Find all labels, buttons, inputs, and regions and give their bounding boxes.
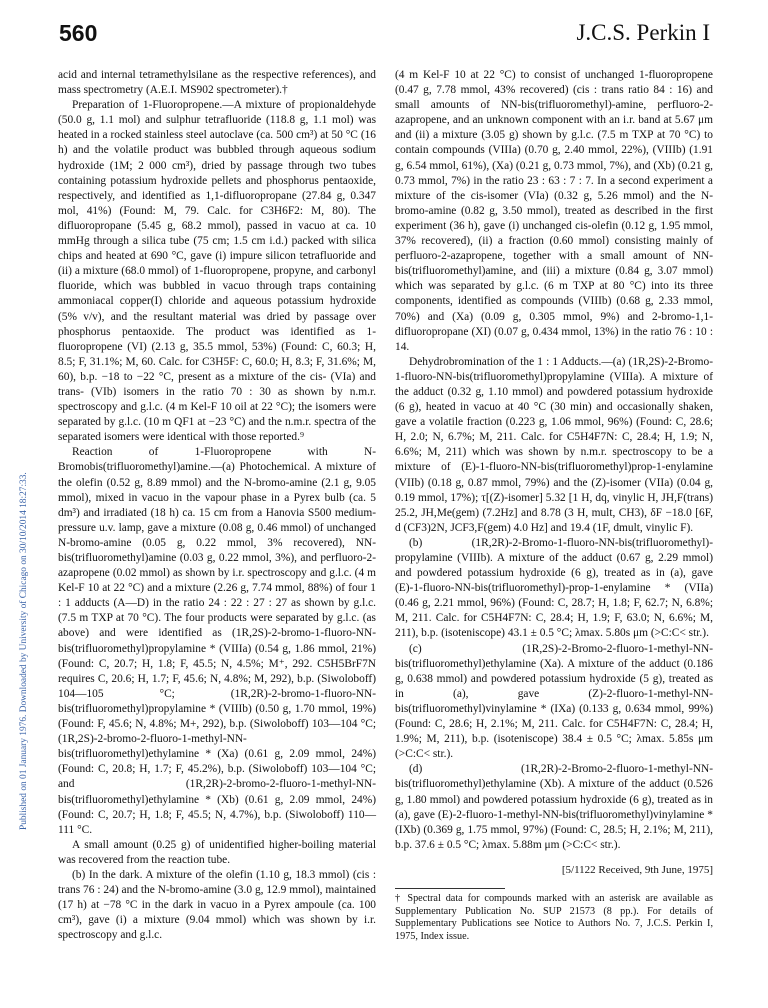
paragraph: (b) In the dark. A mixture of the olefin (1.10 g, 18.3 mmol) (cis : trans 76 : 24) and the N-bromo-amine (3.0 g, 12.9 mmol), maintained (17 h) at −78 °C in the dark in vacuo in a Pyrex ampoule (ca. 100 cm³), gave (i) a mixture (9.04 mmol) which was shown by i.r. spectroscopy and g.l.c.	[58, 868, 376, 942]
paragraph: (4 m Kel-F 10 at 22 °C) to consist of unchanged 1-fluoropropene (0.47 g, 7.78 mmol, 43% recovered) (cis : trans ratio 84 : 16) and small amounts of NN-bis(trifluoromethyl)-amine, perfluoro-2-azapropene, and an unknown component with an i.r. band at 5.67 μm and (ii) a mixture (3.05 g) shown by g.l.c. (7.5 m TXP at 70 °C) to contain compounds (VIIIa) (0.70 g, 2.40 mmol, 22%), (VIIIb) (1.91 g, 6.54 mmol, 61%), (Xa) (0.21 g, 0.73 mmol, 7%), and (Xb) (0.21 g, 0.73 mmol, 7%) in the ratio 23 : 63 : 7 : 7. In a second experiment a mixture of the cis-isomer (VIa) (0.32 g, 5.26 mmol) and the N-bromo-amine (0.82 g, 3.50 mmol), treated as described in the first experiment (36 h), gave (i) unchanged cis-olefin (0.12 g, 1.95 mmol, 37% recovered), (ii) a fraction (0.60 mmol) consisting mainly of perfluoro-2-azapropene, together with a small amount of NN-bis(trifluoromethyl)amine, and (iii) a mixture (0.84 g, 3.07 mmol) which was separated by g.l.c. (6 m TXP at 80 °C) into its three components, identified as compounds (VIIIb) (0.68 g, 2.33 mmol, 70%) and (Xa) (0.09 g, 0.305 mmol, 9%) and 2-bromo-1,1-difluoropropane (XI) (0.07 g, 0.434 mmol, 13%) in the ratio 76 : 10 : 14.	[395, 69, 713, 353]
left-column	[58, 68, 376, 943]
paragraph: (c) (1R,2S)-2-Bromo-2-fluoro-1-methyl-NN-bis(trifluoromethyl)ethylamine (Xa). A mixture of the adduct (0.186 g, 0.638 mmol) and powdered potassium hydroxide (5 g), treated as in (a), gave (Z)-2-fluoro-1-methyl-NN-bis(trifluoromethyl)vinylamine * (IXa) (0.133 g, 0.634 mmol, 99%) (Found: C, 28.6; H, 2.1%; M, 211. Calc. for C5H4F7N: C, 28.4; H, 1.9%; M, 211), b.p. (isoteniscope) 38.4 ± 0.5 °C; λmax. 5.85s μm (>C:C< str.).	[395, 642, 713, 761]
received-date: [5/1122 Received, 9th June, 1975]	[561, 863, 713, 876]
paragraph: Preparation of 1-Fluoropropene.—A mixture of propionaldehyde (50.0 g, 1.1 mol) and sulphur tetrafluoride (118.8 g, 1.1 mol) was heated in a rocked stainless steel autoclave (ca. 500 cm³) at 50 °C (16 h) and the volatile product was bubbled through aqueous sodium hydroxide (1M; 2 000 cm³), dried by passage through two tubes containing potassium hydroxide pellets and phosphorus pentaoxide, respectively, and identified as 1,1-difluoropropane (27.84 g, 0.347 mol, 41%) (Found: M, 79. Calc. for C3H6F2: M, 80). The difluoropropane (5.45 g, 68.2 mmol), passed in vacuo at ca. 10 mmHg through a silica tube (75 cm; 1.5 cm i.d.) packed with silica chips and heated at 690 °C, gave (i) impure silicon tetrafluoride and (ii) a mixture (68.0 mmol) of 1-fluoropropene, propyne, and carbonyl fluoride, which was bubbled in vacuo through traps containing ammoniacal copper(I) chloride and aqueous potassium hydroxide (5% v/v), and the resultant material was dried by passage over phosphorus pentaoxide. The product was identified as 1-fluoropropene (VI) (2.13 g, 35.5 mmol, 53%) (Found: C, 60.3; H, 8.5; F, 31.1%; M, 60. Calc. for C3H5F: C, 60.0; H, 8.3; F, 31.6%; M, 60), b.p. −18 to −22 °C, present as a mixture of the cis- (VIa) and trans- (VIb) isomers in the ratio 70 : 30 as shown by n.m.r. spectroscopy and g.l.c. (4 m Kel-F 10 oil at 22 °C); the isomers were separated by g.l.c. (10 m QF1 at −23 °C) and the n.m.r. spectra of the separated isomers were identical with those reported.⁹	[58, 99, 376, 444]
paragraph: Dehydrobromination of the 1 : 1 Adducts.—(a) (1R,2S)-2-Bromo-1-fluoro-NN-bis(trifluoromethyl)propylamine (VIIIa). A mixture of the adduct (0.32 g, 1.10 mmol) and powdered potassium hydroxide (6 g), heated in vacuo at 40 °C (30 min) and occasionally shaken, gave a volatile fraction (0.223 g, 1.06 mmol, 96%) (Found: C, 28.6; H, 2.0; N, 6.7%; M, 211. Calc. for C5H4F7N: C, 28.4; H, 1.9; N, 6.6%; M, 211) which was shown by n.m.r. spectroscopy to be a mixture of (E)-1-fluoro-NN-bis(trifluoromethyl)prop-1-enylamine (VIIb) (0.18 g, 0.87 mmol, 79%) and the (Z)-isomer (VIIa) (0.04 g, 0.19 mmol, 17%); τ[(Z)-isomer] 5.32 [1 H, dq, vinylic H, JH,F(trans) 25.2, JH,Me(gem) (7.2Hz] and 8.78 (3 H, mult, CH3), δF −18.0 [6F, d (CF3)2N, JCF3,F(gem) 4.0 Hz] and 19.4 (1F, dmult, vinylic F).	[395, 355, 713, 534]
paragraph: A small amount (0.25 g) of unidentified higher-boiling material was recovered from the reaction tube.	[58, 838, 376, 866]
paragraph: acid and internal tetramethylsilane as the respective references), and mass spectrometry (A.E.I. MS902 spectrometer).†	[58, 69, 376, 97]
paragraph: (b) (1R,2R)-2-Bromo-1-fluoro-NN-bis(trifluoromethyl)-propylamine (VIIIb). A mixture of the adduct (0.67 g, 2.29 mmol) and powdered potassium hydroxide (6 g), treated as in (a), gave (E)-1-fluoro-NN-bis(trifluoromethyl)-prop-1-enylamine * (VIIa) (0.46 g, 2.21 mmol, 96%) (Found: C, 28.7; H, 1.8; F, 62.7; N, 6.8%; M, 211. Calc. for C5H4F7N: C, 28.4; H, 1.9; F, 63.0; N, 6.6%; M, 211), b.p. (isoteniscope) 43.1 ± 0.5 °C; λmax. 5.80s μm (>C:C< str.).	[395, 536, 713, 640]
download-note: Published on 01 January 1976. Downloaded by University of Chicago on 30/10/2014 18:27:33.	[19, 472, 29, 830]
footnote-rule	[395, 888, 505, 889]
page-number: 560	[59, 20, 98, 46]
paragraph: Reaction of 1-Fluoropropene with N-Bromobis(trifluoromethyl)amine.—(a) Photochemical. A mixture of the olefin (0.52 g, 8.89 mmol) and the N-bromo-amine (2.1 g, 9.05 mmol), mixed in vacuo in the vapour phase in a Pyrex bulb (ca. 5 dm³) and irradiated (18 h) ca. 15 cm from a Hanovia S500 medium-pressure u.v. lamp, gave a mixture (0.08 g, 0.46 mmol) of unchanged N-bromo-amine (0.05 g, 0.22 mmol, 3% recovered), NN-bis(trifluoromethyl)amine (0.03 g, 0.22 mmol, 3%), and perfluoro-2-azapropene (0.02 mmol) as shown by i.r. spectroscopy and g.l.c. (4 m Kel-F 10 at 22 °C) and a mixture (2.26 g, 7.74 mmol, 88%) of four 1 : 1 adducts (A—D) in the ratio 24 : 22 : 27 : 27 as shown by g.l.c. (7.5 m TXP at 70 °C). The four products were separated by g.l.c. (as above) and were identified as (1R,2S)-2-bromo-1-fluoro-NN-bis(trifluoromethyl)propylamine * (VIIIa) (0.54 g, 1.86 mmol, 21%) (Found: C, 20.7; H, 1.8; F, 45.5; N, 4.5%; M⁺, 292. C5H5BrF7N requires C, 20.6; H, 1.7; F, 45.6; N, 4.8%; M, 292), b.p. (Siwoloboff) 104—105 °C; (1R,2R)-2-bromo-1-fluoro-NN-bis(trifluoromethyl)propylamine * (VIIIb) (0.50 g, 1.70 mmol, 19%) (Found: F, 45.6; N, 4.8%; M+, 292), b.p. (Siwoloboff) 103—104 °C; (1R,2S)-2-bromo-2-fluoro-1-methyl-NN-bis(trifluoromethyl)ethylamine * (Xa) (0.61 g, 2.09 mmol, 24%) (Found: C, 20.8; H, 1.7; F, 45.2%), b.p. (Siwoloboff) 103—104 °C; and (1R,2R)-2-bromo-2-fluoro-1-methyl-NN-bis(trifluoromethyl)ethylamine * (Xb) (0.61 g, 2.09 mmol, 24%) (Found: C, 20.7; H, 1.8; F, 45.5; N, 4.7%), b.p. (Siwoloboff) 110—111 °C.	[58, 446, 376, 836]
journal-title: J.C.S. Perkin I	[576, 20, 710, 45]
footnote: † Spectral data for compounds marked with an asterisk are available as Supplementary Publication No. SUP 21573 (8 pp.). For details of Supplementary Publications see Notice to Authors No. 7, J.C.S. Perkin I, 1975, Index issue.	[395, 892, 713, 942]
paragraph: (d) (1R,2R)-2-Bromo-2-fluoro-1-methyl-NN-bis(trifluoromethyl)ethylamine (Xb). A mixture of the adduct (0.526 g, 1.80 mmol) and powdered potassium hydroxide (6 g), treated as in (a), gave (E)-2-fluoro-1-methyl-NN-bis(trifluoromethyl)vinylamine * (IXb) (0.369 g, 1.75 mmol, 97%) (Found: C, 28.5; H, 2.1%; M, 211), b.p. 37.6 ± 0.5 °C; λmax. 5.88m μm (>C:C< str.).	[395, 763, 713, 851]
right-column	[395, 68, 713, 943]
download-watermark	[0, 70, 29, 830]
